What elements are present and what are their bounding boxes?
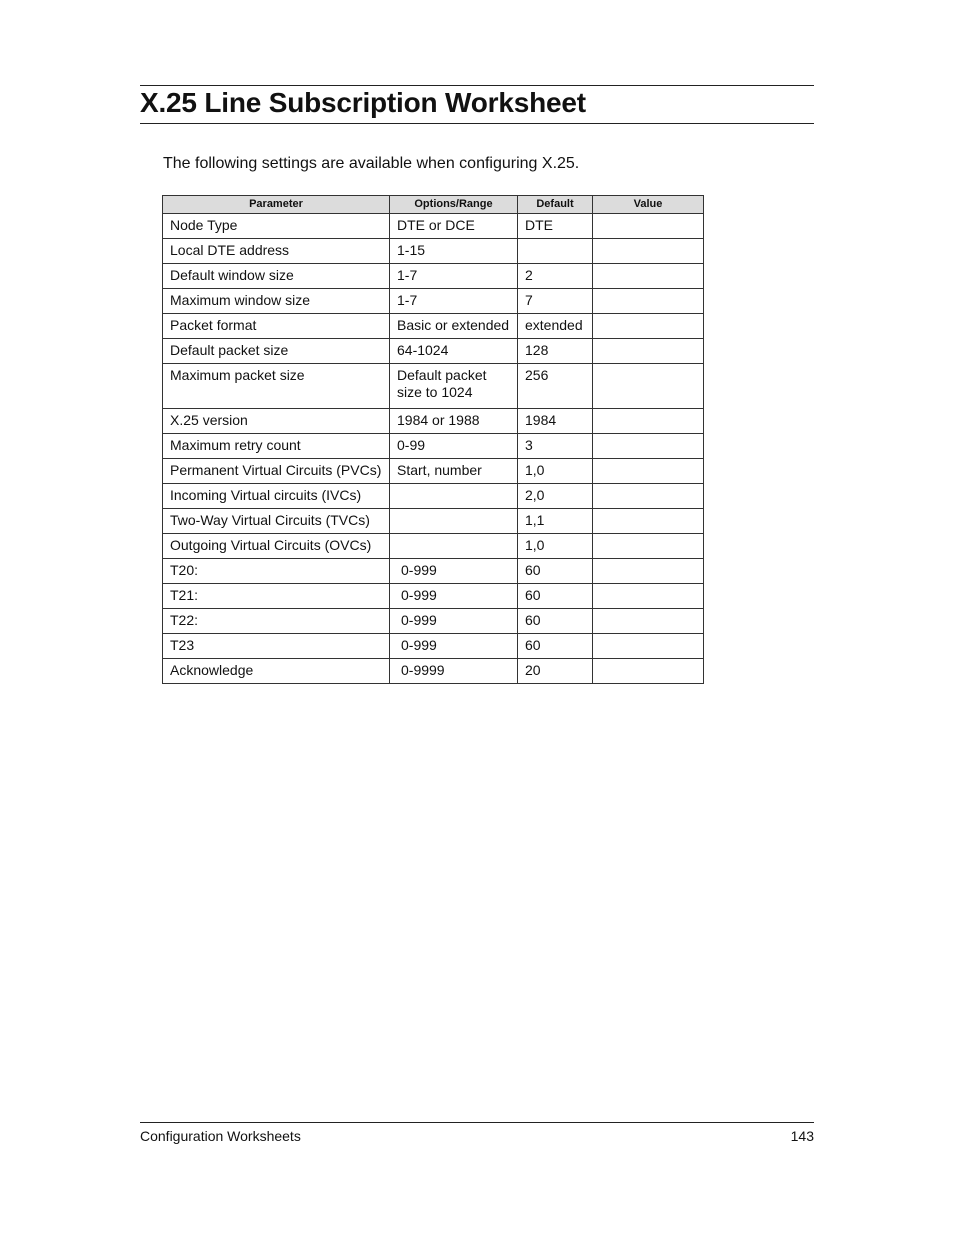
cell-default: 256 — [518, 364, 593, 409]
cell-value[interactable] — [593, 659, 704, 684]
cell-options: 1-7 — [390, 289, 518, 314]
cell-parameter: Local DTE address — [163, 239, 390, 264]
cell-parameter: Maximum retry count — [163, 434, 390, 459]
cell-options: 0-999 — [390, 634, 518, 659]
header-options-range: Options/Range — [390, 196, 518, 214]
cell-value[interactable] — [593, 534, 704, 559]
footer-page-number: 143 — [790, 1128, 814, 1144]
cell-options: 0-999 — [390, 609, 518, 634]
cell-default: 60 — [518, 634, 593, 659]
cell-value[interactable] — [593, 459, 704, 484]
cell-options — [390, 534, 518, 559]
table-row — [163, 559, 704, 584]
table-row — [163, 339, 704, 364]
cell-default: 7 — [518, 289, 593, 314]
cell-options: 1-7 — [390, 264, 518, 289]
cell-options: 1-15 — [390, 239, 518, 264]
cell-options: 64-1024 — [390, 339, 518, 364]
cell-default: extended — [518, 314, 593, 339]
table-row — [163, 264, 704, 289]
cell-options: 0-99 — [390, 434, 518, 459]
page-title: X.25 Line Subscription Worksheet — [140, 87, 586, 118]
cell-parameter: Default window size — [163, 264, 390, 289]
cell-parameter: Outgoing Virtual Circuits (OVCs) — [163, 534, 390, 559]
cell-default: 1,0 — [518, 459, 593, 484]
cell-default: 2 — [518, 264, 593, 289]
intro-text: The following settings are available when configuring X.25. — [163, 155, 580, 172]
table-row — [163, 214, 704, 239]
cell-parameter: X.25 version — [163, 409, 390, 434]
cell-default: 60 — [518, 609, 593, 634]
cell-parameter: Maximum packet size — [163, 364, 390, 409]
cell-default: 1,0 — [518, 534, 593, 559]
footer-section: Configuration Worksheets — [140, 1128, 301, 1144]
cell-parameter: T22: — [163, 609, 390, 634]
table-row — [163, 364, 704, 409]
table-row — [163, 634, 704, 659]
cell-options: 0-9999 — [390, 659, 518, 684]
table-row — [163, 509, 704, 534]
table-row — [163, 609, 704, 634]
table-row — [163, 659, 704, 684]
cell-value[interactable] — [593, 264, 704, 289]
cell-value[interactable] — [593, 314, 704, 339]
cell-options: Default packet size to 1024 — [390, 364, 518, 409]
cell-value[interactable] — [593, 509, 704, 534]
cell-value[interactable] — [593, 339, 704, 364]
cell-default: 1984 — [518, 409, 593, 434]
cell-value[interactable] — [593, 409, 704, 434]
cell-parameter: T21: — [163, 584, 390, 609]
cell-options: 1984 or 1988 — [390, 409, 518, 434]
cell-default: 60 — [518, 584, 593, 609]
table-row — [163, 434, 704, 459]
cell-value[interactable] — [593, 214, 704, 239]
table-row — [163, 459, 704, 484]
cell-options: Basic or extended — [390, 314, 518, 339]
header-default: Default — [518, 196, 593, 214]
cell-parameter: Maximum window size — [163, 289, 390, 314]
cell-value[interactable] — [593, 634, 704, 659]
title-rule — [140, 123, 814, 124]
cell-options: 0-999 — [390, 584, 518, 609]
cell-default: 3 — [518, 434, 593, 459]
table-row — [163, 584, 704, 609]
table-row — [163, 484, 704, 509]
cell-default: 2,0 — [518, 484, 593, 509]
cell-default — [518, 239, 593, 264]
cell-parameter: Node Type — [163, 214, 390, 239]
cell-value[interactable] — [593, 289, 704, 314]
cell-options: Start, number — [390, 459, 518, 484]
cell-options: DTE or DCE — [390, 214, 518, 239]
cell-default: 20 — [518, 659, 593, 684]
footer-rule — [140, 1122, 814, 1123]
table-row — [163, 409, 704, 434]
cell-parameter: Packet format — [163, 314, 390, 339]
cell-parameter: Incoming Virtual circuits (IVCs) — [163, 484, 390, 509]
cell-default: 1,1 — [518, 509, 593, 534]
cell-value[interactable] — [593, 239, 704, 264]
table-row — [163, 239, 704, 264]
cell-default: DTE — [518, 214, 593, 239]
cell-value[interactable] — [593, 434, 704, 459]
header-value: Value — [593, 196, 704, 214]
cell-value[interactable] — [593, 484, 704, 509]
cell-parameter: Two-Way Virtual Circuits (TVCs) — [163, 509, 390, 534]
cell-parameter: Acknowledge — [163, 659, 390, 684]
cell-parameter: T20: — [163, 559, 390, 584]
cell-default: 60 — [518, 559, 593, 584]
header-parameter: Parameter — [163, 196, 390, 214]
table-row — [163, 314, 704, 339]
cell-value[interactable] — [593, 609, 704, 634]
table-row — [163, 534, 704, 559]
cell-value[interactable] — [593, 364, 704, 409]
cell-default: 128 — [518, 339, 593, 364]
cell-value[interactable] — [593, 559, 704, 584]
cell-parameter: Permanent Virtual Circuits (PVCs) — [163, 459, 390, 484]
cell-value[interactable] — [593, 584, 704, 609]
x25-settings-table — [162, 195, 704, 684]
cell-options — [390, 509, 518, 534]
table-body — [163, 214, 704, 684]
cell-options: 0-999 — [390, 559, 518, 584]
cell-parameter: Default packet size — [163, 339, 390, 364]
cell-options — [390, 484, 518, 509]
table-row — [163, 289, 704, 314]
cell-parameter: T23 — [163, 634, 390, 659]
table-header-row — [163, 196, 704, 214]
